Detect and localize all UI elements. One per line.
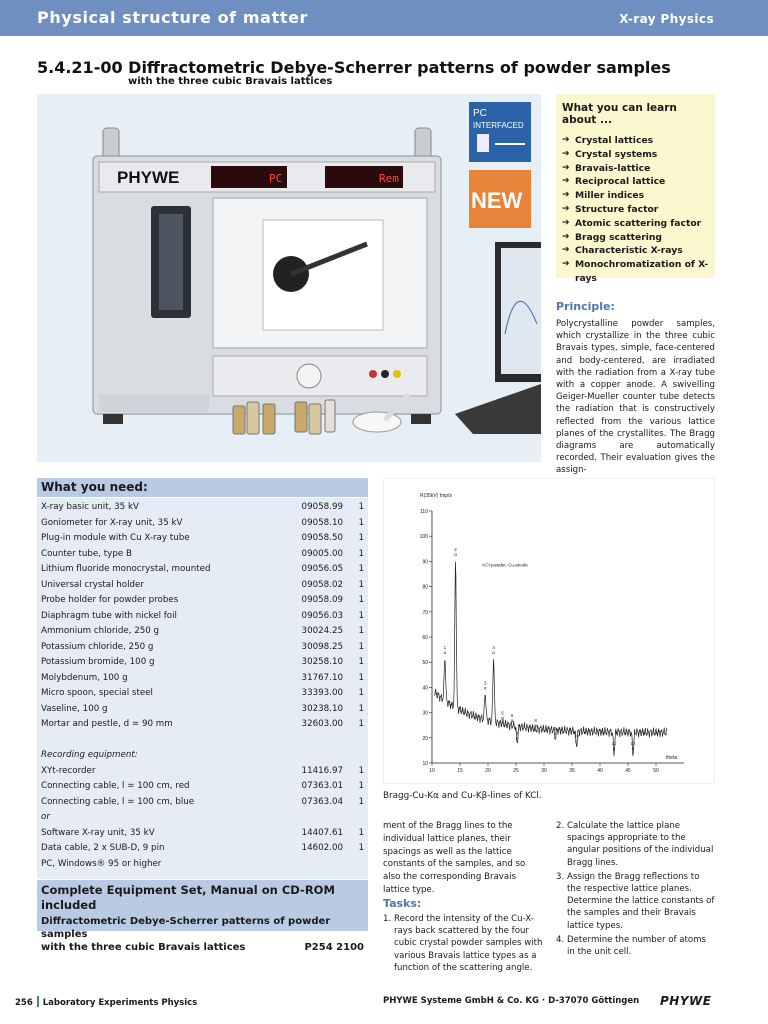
page-number: 256 [15,998,33,1008]
x-tick-label: 35 [569,768,575,774]
table-row [41,547,366,561]
peak-label: 10 [573,733,579,739]
brand-logo: PHYWE [117,168,180,187]
quantity: 1 [358,502,364,512]
order-number: 30238.10 [301,703,343,714]
order-number: 09058.02 [301,579,343,590]
item-name: Ammonium chloride, 250 g [41,626,160,636]
peak-label: α [534,723,537,729]
apparatus-illustration [37,94,541,462]
order-number: 09056.05 [301,564,343,574]
chart-svg [384,479,716,785]
x-tick-label: 50 [653,768,659,774]
task-number: 1. [383,914,392,924]
peak-label: α [492,650,495,656]
quantity: 1 [358,688,364,698]
item-name: Goniometer for X-ray unit, 35 kV [41,517,183,528]
sample-jar [295,402,307,432]
tasks-heading: Tasks: [383,897,422,910]
quantity: 1 [358,564,364,574]
order-number: 07363.01 [301,781,343,791]
x-tick-label: 20 [485,768,491,774]
y-tick-label: 80 [422,584,428,591]
footer-left-text: Laboratory Experiments Physics [42,998,198,1008]
task-text: Determine the number of atoms in the unit cell. [567,934,707,958]
sample-jar [233,406,245,434]
learn-item: ➔ Structure factor [562,203,709,217]
table-row [41,748,366,762]
table-row [41,609,366,623]
quantity: 1 [358,843,364,853]
item-name: Micro spoon, special steel [41,688,153,698]
peak-label: 8 [534,718,537,724]
peak-label: 9 [553,725,557,731]
learn-item: ➔ Monochromatization of X-rays [562,258,709,286]
table-row [41,686,366,700]
set-line-3-text: with the three cubic Bravais lattices [41,942,246,953]
table-row [41,531,366,545]
quantity: 1 [358,626,364,636]
table-row [41,624,366,638]
y-tick-label: 100 [419,534,428,541]
x-tick-label: 40 [597,768,603,774]
item-name: Connecting cable, l = 100 cm, blue [41,796,195,807]
learn-item: ➔ Atomic scattering factor [562,217,709,231]
learn-box [556,94,715,284]
task-number: 4. [556,934,565,945]
item-name: XYt-recorder [41,765,96,776]
order-number: 09058.10 [301,517,343,528]
item-name: Probe holder for powder probes [41,595,179,605]
peak-label: α [575,738,578,744]
footer-divider [37,996,39,1007]
laptop-keyboard [455,384,541,434]
x-tick-label: 30 [541,768,547,774]
order-number: 30258.10 [301,657,343,667]
bragg-chart [383,478,715,784]
laptop-screen [501,248,541,374]
peak-label: α [483,685,487,691]
peak-label: 4 [492,645,495,651]
item-name: X-ray basic unit, 35 kV [41,502,139,512]
order-number: 09058.99 [301,502,343,512]
item-name: Counter tube, type B [41,548,132,559]
table-row [41,795,366,809]
task-text: Assign the Bragg reflections to the respective lattice planes. Determine the lattice constants of the samples and their Bravais lattice types. [567,871,715,931]
sample-jar [247,402,259,434]
learn-item: ➔ Bragg scattering [562,231,709,245]
order-number: 14602.00 [301,843,343,853]
peak-label: 3 [483,680,487,686]
table-row [41,764,366,778]
quantity: 1 [358,796,364,807]
tasks-col-right [556,820,715,960]
chart-annotation: KCl-powder, Cu-anode [482,562,528,568]
item-name: Molybdenum, 100 g [41,672,128,683]
order-number: 09005.00 [301,548,343,559]
peak-label: 1 [443,645,447,651]
badge-pc-text: PC [473,108,487,119]
table-row [41,593,366,607]
x-axis-label: theta [666,755,678,761]
quantity: 1 [358,595,364,605]
quantity: 1 [358,672,364,683]
equipment-table [37,498,368,879]
item-name: Mortar and pestle, d = 90 mm [41,719,173,729]
category-title: X-ray Physics [619,12,714,26]
table-row [41,717,366,731]
item-name: Plug-in module with Cu X-ray tube [41,533,190,543]
item-name: Potassium chloride, 250 g [41,641,154,652]
order-number: 14407.61 [301,827,343,838]
item-name: Universal crystal holder [41,579,144,590]
learn-item: ➔ Crystal lattices [562,134,709,148]
y-tick-label: 30 [422,710,428,717]
item-name: Software X-ray unit, 35 kV [41,827,155,838]
item-name: or [41,812,50,822]
order-number: 09058.09 [301,595,343,605]
quantity: 1 [358,827,364,838]
page-title: 5.4.21-00 Diffractometric Debye-Scherrer patterns of powder samples [37,58,671,77]
item-name: PC, Windows® 95 or higher [41,858,162,869]
spectrum-line [435,562,667,757]
quantity: 1 [358,703,364,714]
order-number: 11416.97 [301,765,343,776]
peak-label: 6 [510,713,514,719]
order-number: 33393.00 [301,688,343,698]
quantity: 1 [358,548,364,559]
order-number: 09058.50 [301,533,343,543]
peak-label: α [443,650,447,656]
table-row [41,810,366,824]
principle-text: Polycrystalline powder samples, which crystallize in the three cubic Bravais types, simple, face-centered and body-centered, are irradiated with the radiation from a X-ray tube with a copper anode. A swivelling Geiger-Mueller counter tube detects the radiation that is constructively reflected from the various lattice planes of the crystallites. The Bragg diagrams are automatically recorded. Their evaluation gives the assign- [556,319,715,476]
y-tick-label: 90 [422,559,428,566]
sample-jar [325,400,335,432]
badge-interfaced-text: INTERFACED [473,121,524,130]
peak-label: α [510,718,514,724]
table-row [41,562,366,576]
x-tick-label: 25 [513,768,519,774]
equipment-set-box [37,880,368,953]
peak-label: 5 [501,710,504,716]
learn-item: ➔ Miller indices [562,189,709,203]
quantity: 1 [358,641,364,652]
product-photo [37,94,541,462]
quantity: 1 [358,765,364,776]
tasks-col-left [383,913,543,976]
led-label-left: PC [269,172,283,185]
mortar [353,412,401,432]
task-item [383,913,543,974]
learn-list [562,134,709,286]
header-bar [0,0,768,36]
section-title: Physical structure of matter [37,8,309,27]
table-row [41,733,366,747]
peak-label: 12 [630,740,636,746]
sample-jar [263,404,275,434]
table-row [41,826,366,840]
order-number: 30024.25 [301,626,343,636]
table-row [41,640,366,654]
set-line-1: Complete Equipment Set, Manual on CD-ROM included [41,883,335,912]
task-item [556,934,715,958]
y-tick-label: 70 [422,609,428,616]
learn-item: ➔ Reciprocal lattice [562,175,709,189]
learn-heading: What you can learn about ... [562,102,677,126]
chart-caption: Bragg-Cu-Kα and Cu-Kβ-lines of KCl. [383,791,542,801]
order-number: 09056.03 [301,610,343,621]
page-subtitle: with the three cubic Bravais lattices [128,76,333,87]
table-row [41,779,366,793]
task-number: 2. [556,821,565,831]
quantity: 1 [358,719,364,729]
task-item [556,820,715,869]
footer-left [15,996,197,1008]
table-row [41,857,366,871]
order-number: 32603.00 [301,719,343,729]
led-label-right: Rem [379,172,399,185]
peak-label: α [501,715,504,721]
quantity: 1 [358,610,364,621]
set-line-2: Diffractometric Debye-Scherrer patterns of powder samples [41,916,331,940]
body-text-col2: ment of the Bragg lines to the individual lattice planes, their spacings as well as the lattice constants of the samples, and so also the corresponding Bravais lattice type. [383,821,526,895]
y-tick-label: 40 [422,685,428,692]
quantity: 1 [358,781,364,791]
item-name: Vaseline, 100 g [41,703,108,714]
peak-label: α [553,730,557,736]
table-row [41,516,366,530]
table-row [41,500,366,514]
y-tick-label: 60 [422,635,428,641]
learn-item: ➔ Characteristic X-rays [562,244,709,258]
y-tick-label: 20 [422,735,428,742]
x-tick-label: 45 [625,768,631,774]
y-axis-label: R(35kV) Imp/s [420,493,452,499]
order-number: 07363.04 [301,796,343,807]
item-name: Connecting cable, l = 100 cm, red [41,781,190,791]
set-line-3 [41,941,364,954]
item-name: Data cable, 2 x SUB-D, 9 pin [41,843,165,853]
peak-label: 7 [515,730,519,736]
order-number: 31767.10 [301,672,343,683]
y-tick-label: 50 [422,660,428,667]
peak-label: α [612,745,616,751]
quantity: 1 [358,533,364,543]
table-row [41,655,366,669]
sample-jar [309,404,321,434]
peak-label: α [631,745,635,751]
footer-logo: PHYWE [660,994,712,1008]
quantity: 1 [358,579,364,590]
task-item [556,871,715,932]
item-name: Lithium fluoride monocrystal, mounted [41,564,211,574]
set-code: P254 2100 [304,942,364,953]
y-tick-label: 110 [420,509,428,515]
task-text: Record the intensity of the Cu-X-rays back scattered by the four cubic crystal powder samples with various Bravais lattice types as a function of the scattering angle. [394,914,543,973]
item-name: Diaphragm tube with nickel foil [41,610,177,621]
table-row [41,702,366,716]
principle-heading: Principle: [556,300,615,313]
task-text: Calculate the lattice plane spacings appropriate to the angular positions of the individual Bragg lines. [567,821,714,868]
task-number: 3. [556,871,565,882]
pc-icon [477,134,489,152]
table-row [41,841,366,855]
quantity: 1 [358,517,364,528]
peak-label: 2 [454,546,457,552]
item-name: Recording equipment: [41,750,138,760]
footer-right-text: PHYWE Systeme GmbH & Co. KG · D-37070 Göttingen [383,996,640,1006]
order-number: 30098.25 [301,641,343,652]
item-name: Potassium bromide, 100 g [41,657,155,667]
peak-label: α [515,735,519,741]
y-tick-label: 10 [422,761,428,767]
table-row [41,578,366,592]
peak-label: 11 [611,740,617,746]
need-heading: What you need: [37,478,368,497]
table-row [41,671,366,685]
x-tick-label: 15 [457,768,463,774]
quantity: 1 [358,657,364,667]
learn-item: ➔ Bravais-lattice [562,162,709,176]
learn-item: ➔ Crystal systems [562,148,709,162]
badge-new-text: NEW [471,188,523,213]
peak-label: α [454,551,457,557]
x-tick-label: 10 [429,768,435,774]
